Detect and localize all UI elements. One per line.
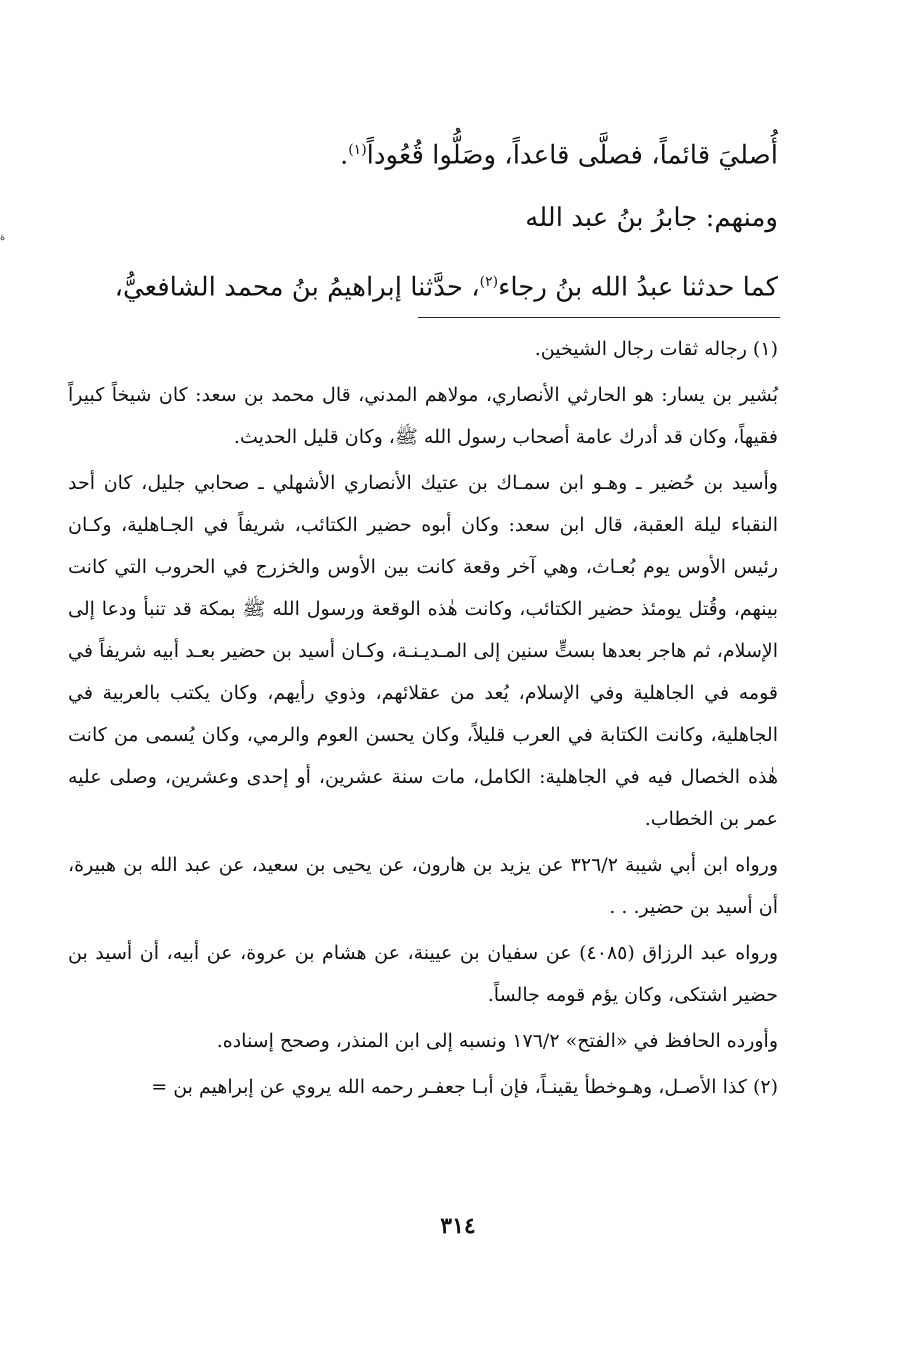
page-number: ٣١٤ (440, 1213, 476, 1239)
main-text-line-1 (340, 130, 778, 176)
footnote-paragraph: ورواه ابن أبي شيبة ٣٢٦/٢ عن يزيد بن هارون، عن يحيى بن سعيد، عن عبد الله بن هبيرة، أن أسيد بن حضير. . . (68, 854, 778, 918)
main-text-line-1-body: أُصليَ قائماً، فصلَّى قاعداً، وصَلُّوا قُعُوداً (366, 140, 778, 171)
main-text-line-3-b: ، حدَّثنا إبراهيمُ بنُ محمد الشافعيُّ، (114, 272, 480, 303)
main-text-line-3-a: كما حدثنا عبدُ الله بنُ رجاء (498, 272, 778, 303)
footnote-paragraph: وأسيد بن حُضير ـ وهـو ابن سمـاك بن عتيك الأنصاري الأشهلي ـ صحابي جليل، كان أحد النقباء ليلة العقبة، قال ابن سعد: وكان أبوه حضير الكتائب، شريفاً في الجـاهلية، وكـان رئيس الأوس يوم بُعـاث، وهي آخر وقعة كانت بين الأوس والخزرج في الحروب التي كانت بينهم، وقُتل يومئذ حضير الكتائب، وكانت هٰذه الوقعة ورسول الله ﷺ بمكة قد تنبأ ودعا إلى الإسلام، ثم هاجر بعدها بستٍّ سنين إلى المـديـنـة، وكـان أسيد بن حضير بعـد أبيه شريفاً في قومه في الجاهلية وفي الإسلام، يُعد من عقلائهم، وذوي رأيهم، وكان يكتب بالعربية في الجاهلية، وكانت الكتابة في العرب قليلاً، وكان يحسن العوم والرمي، وكان يُسمى من كانت هٰذه الخصال فيه في الجاهلية: الكامل، مات سنة عشرين، أو إحدى وعشرين، وصلى عليه عمر بن الخطاب. (68, 472, 778, 830)
footnote-paragraph: وأورده الحافظ في «الفتح» ١٧٦/٢ ونسبه إلى ابن المنذر، وصحح إسناده. (216, 1030, 778, 1052)
margin-mark: ة (0, 232, 6, 243)
footnotes-block (68, 328, 778, 1108)
main-text-line-1-end: . (339, 140, 349, 171)
footnote-ref-2: (٢) (479, 274, 499, 290)
footnote-paragraph: (١) رجاله ثقات رجال الشيخين. (534, 338, 778, 360)
footnote-paragraph: بُشير بن يسار: هو الحارثي الأنصاري، مولاهم المدني، قال محمد بن سعد: كان شيخاً كبيراً فقيهاً، وكان قد أدرك عامة أصحاب رسول الله ﷺ، وكان قليل الحديث. (68, 384, 778, 448)
main-text-line-3 (114, 262, 778, 308)
footnote-paragraph: ورواه عبد الرزاق (٤٠٨٥) عن سفيان بن عيينة، عن هشام بن عروة، عن أبيه، أن أسيد بن حضير اشتكى، وكان يؤم قومه جالساً. (68, 942, 778, 1006)
footnote-ref-1: (١) (348, 142, 367, 158)
footnote-separator (418, 317, 780, 318)
footnote-paragraph: (٢) كذا الأصـل، وهـوخطأ يقينـاً، فإن أبـا جعفـر رحمه الله يروي عن إبراهيم بن = (151, 1076, 778, 1098)
main-text-line-2: ومنهم: جابرُ بنُ عبد الله (525, 203, 778, 233)
